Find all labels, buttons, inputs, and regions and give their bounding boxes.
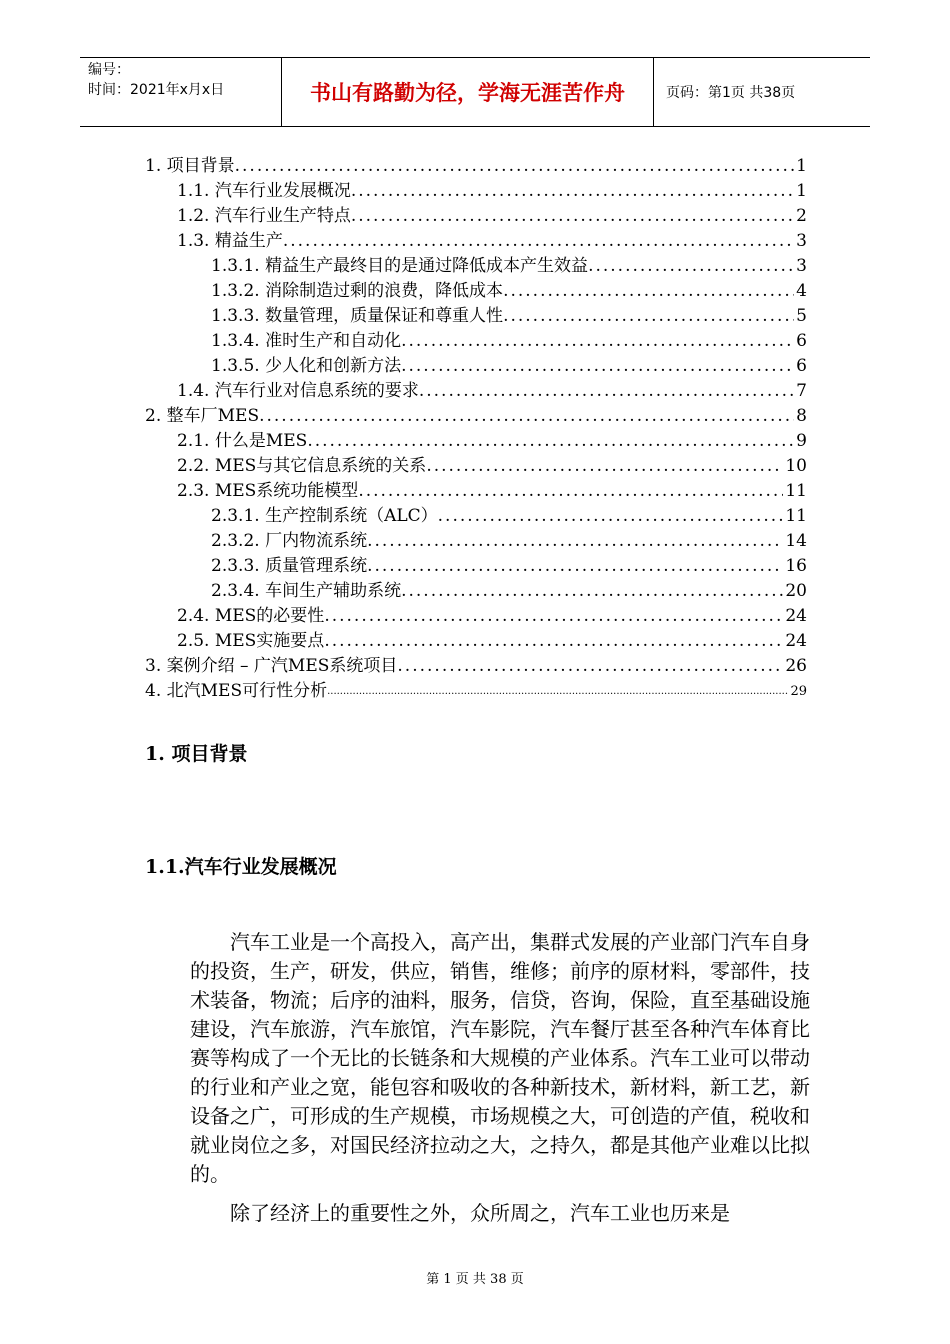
toc-entry[interactable]: [145, 154, 807, 179]
toc-entry-title: 1.3.5. 少人化和创新方法: [211, 356, 402, 376]
toc-entry-page: 6: [796, 356, 807, 376]
toc-entry[interactable]: [145, 454, 807, 479]
toc-entry-title: 1.2. 汽车行业生产特点: [177, 206, 351, 226]
toc-entry-page: 11: [785, 481, 807, 501]
toc-leader-dots: [588, 254, 794, 279]
toc-leader-dots: [401, 354, 794, 379]
toc-entry[interactable]: [145, 579, 807, 604]
toc-entry-page: 11: [785, 506, 807, 526]
toc-entry-title: 1.3.4. 准时生产和自动化: [211, 331, 402, 351]
toc-leader-dots: [397, 654, 783, 679]
toc-leader-dots: [401, 579, 783, 604]
toc-entry-page: 1: [796, 156, 807, 176]
toc-entry[interactable]: [145, 504, 807, 529]
toc-leader-dots: [235, 154, 795, 179]
toc-entry[interactable]: [145, 654, 807, 679]
toc-entry[interactable]: [145, 604, 807, 629]
number-label: 编号：: [88, 62, 130, 78]
page-header: [80, 57, 870, 127]
toc-leader-dots: [367, 554, 783, 579]
toc-leader-dots: [259, 404, 794, 429]
toc-entry-page: 7: [796, 381, 807, 401]
toc-entry[interactable]: [145, 429, 807, 454]
toc-entry-page: 24: [785, 606, 807, 626]
toc-entry-page: 8: [796, 406, 807, 426]
toc-entry-title: 1.3.2. 消除制造过剩的浪费，降低成本: [211, 281, 504, 301]
toc-entry[interactable]: [145, 354, 807, 379]
toc-entry-page: 5: [796, 306, 807, 326]
header-meta: [80, 58, 282, 126]
toc-entry[interactable]: [145, 329, 807, 354]
toc-entry-page: 9: [796, 431, 807, 451]
toc-entry-title: 2.1. 什么是MES: [177, 431, 308, 451]
toc-leader-dots: [283, 229, 794, 254]
toc-entry[interactable]: [145, 204, 807, 229]
toc-entry[interactable]: [145, 679, 807, 704]
toc-entry[interactable]: [145, 529, 807, 554]
toc-entry-page: 20: [785, 581, 807, 601]
toc-entry-title: 2. 整车厂MES: [145, 406, 260, 426]
toc-entry-page: 26: [785, 656, 807, 676]
section-title: 1. 项目背景: [145, 743, 248, 765]
page-footer: 第 1 页 共 38 页: [426, 1272, 524, 1287]
toc-entry[interactable]: [145, 554, 807, 579]
toc-entry-title: 3. 案例介绍 – 广汽MES系统项目: [145, 656, 398, 676]
paragraph: 除了经济上的重要性之外，众所周之，汽车工业也历来是: [230, 1201, 730, 1225]
toc-leader-dots: [426, 454, 783, 479]
toc-leader-dots: [324, 604, 783, 629]
toc-entry-page: 3: [796, 256, 807, 276]
header-motto: 书山有路勤为径，学海无涯苦作舟: [282, 58, 654, 126]
toc-entry[interactable]: [145, 404, 807, 429]
toc-entry-title: 1. 项目背景: [145, 156, 235, 176]
toc-leader-dots: [401, 329, 794, 354]
toc-entry-title: 2.3. MES系统功能模型: [177, 481, 359, 501]
toc-entry[interactable]: [145, 179, 807, 204]
toc-entry-title: 1.3.1. 精益生产最终目的是通过降低成本产生效益: [211, 256, 589, 276]
header-page-info: 页码：第1页 共38页: [666, 85, 796, 101]
toc-leader-dots: [351, 179, 794, 204]
toc-entry-page: 4: [796, 281, 807, 301]
toc-entry-title: 2.3.4. 车间生产辅助系统: [211, 581, 402, 601]
toc-entry-page: 29: [790, 684, 807, 699]
toc-entry[interactable]: [145, 629, 807, 654]
toc-entry-title: 1.1. 汽车行业发展概况: [177, 181, 351, 201]
toc-leader-dots: [358, 479, 783, 504]
toc-entry-title: 2.3.3. 质量管理系统: [211, 556, 368, 576]
toc-entry-title: 1.3. 精益生产: [177, 231, 283, 251]
toc-entry[interactable]: [145, 254, 807, 279]
toc-entry[interactable]: [145, 279, 807, 304]
toc-entry-title: 4. 北汽MES可行性分析: [145, 681, 328, 701]
toc-entry[interactable]: [145, 304, 807, 329]
toc-entry-title: 1.3.3. 数量管理，质量保证和尊重人性: [211, 306, 504, 326]
toc-entry[interactable]: [145, 379, 807, 404]
toc-entry-page: 14: [785, 531, 807, 551]
toc-entry-page: 6: [796, 331, 807, 351]
subsection-title: 1.1.汽车行业发展概况: [145, 856, 337, 878]
toc-entry-page: 2: [796, 206, 807, 226]
toc-leader-dots: [351, 204, 794, 229]
toc-leader-dots: [503, 279, 794, 304]
toc-entry-page: 24: [785, 631, 807, 651]
body-text: [190, 928, 810, 1228]
toc-leader-dots: [327, 679, 788, 704]
paragraph: 汽车工业是一个高投入，高产出，集群式发展的产业部门汽车自身的投资，生产，研发，供应，销售，维修；前序的原材料，零部件，技术装备，物流；后序的油料，服务，信贷，咨询，保险，直至基础设施建设，汽车旅游，汽车旅馆，汽车影院，汽车餐厅甚至各种汽车体育比赛等构成了一个无比的长链条和大规模的产业体系。汽车工业可以带动的行业和产业之宽，能包容和吸收的各种新技术，新材料，新工艺，新设备之广，可形成的生产规模，市场规模之大，可创造的产值，税收和就业岗位之多，对国民经济拉动之大，之持久，都是其他产业难以比拟的。: [190, 930, 810, 1186]
toc-entry[interactable]: [145, 229, 807, 254]
toc-leader-dots: [307, 429, 794, 454]
toc-entry-title: 2.2. MES与其它信息系统的关系: [177, 456, 427, 476]
toc-leader-dots: [438, 504, 784, 529]
toc-entry-page: 16: [785, 556, 807, 576]
toc-entry-title: 2.5. MES实施要点: [177, 631, 325, 651]
toc-entry-page: 3: [796, 231, 807, 251]
time-label: 时间：2021年x月x日: [88, 82, 225, 98]
toc-leader-dots: [419, 379, 794, 404]
toc-entry-title: 2.3.1. 生产控制系统（ALC）: [211, 506, 438, 526]
toc-leader-dots: [324, 629, 783, 654]
toc-leader-dots: [503, 304, 794, 329]
toc-entry-title: 2.3.2. 厂内物流系统: [211, 531, 368, 551]
toc-leader-dots: [367, 529, 783, 554]
toc-entry-title: 1.4. 汽车行业对信息系统的要求: [177, 381, 419, 401]
toc-entry-page: 10: [785, 456, 807, 476]
table-of-contents: [145, 154, 807, 704]
toc-entry[interactable]: [145, 479, 807, 504]
toc-entry-title: 2.4. MES的必要性: [177, 606, 325, 626]
toc-entry-page: 1: [796, 181, 807, 201]
